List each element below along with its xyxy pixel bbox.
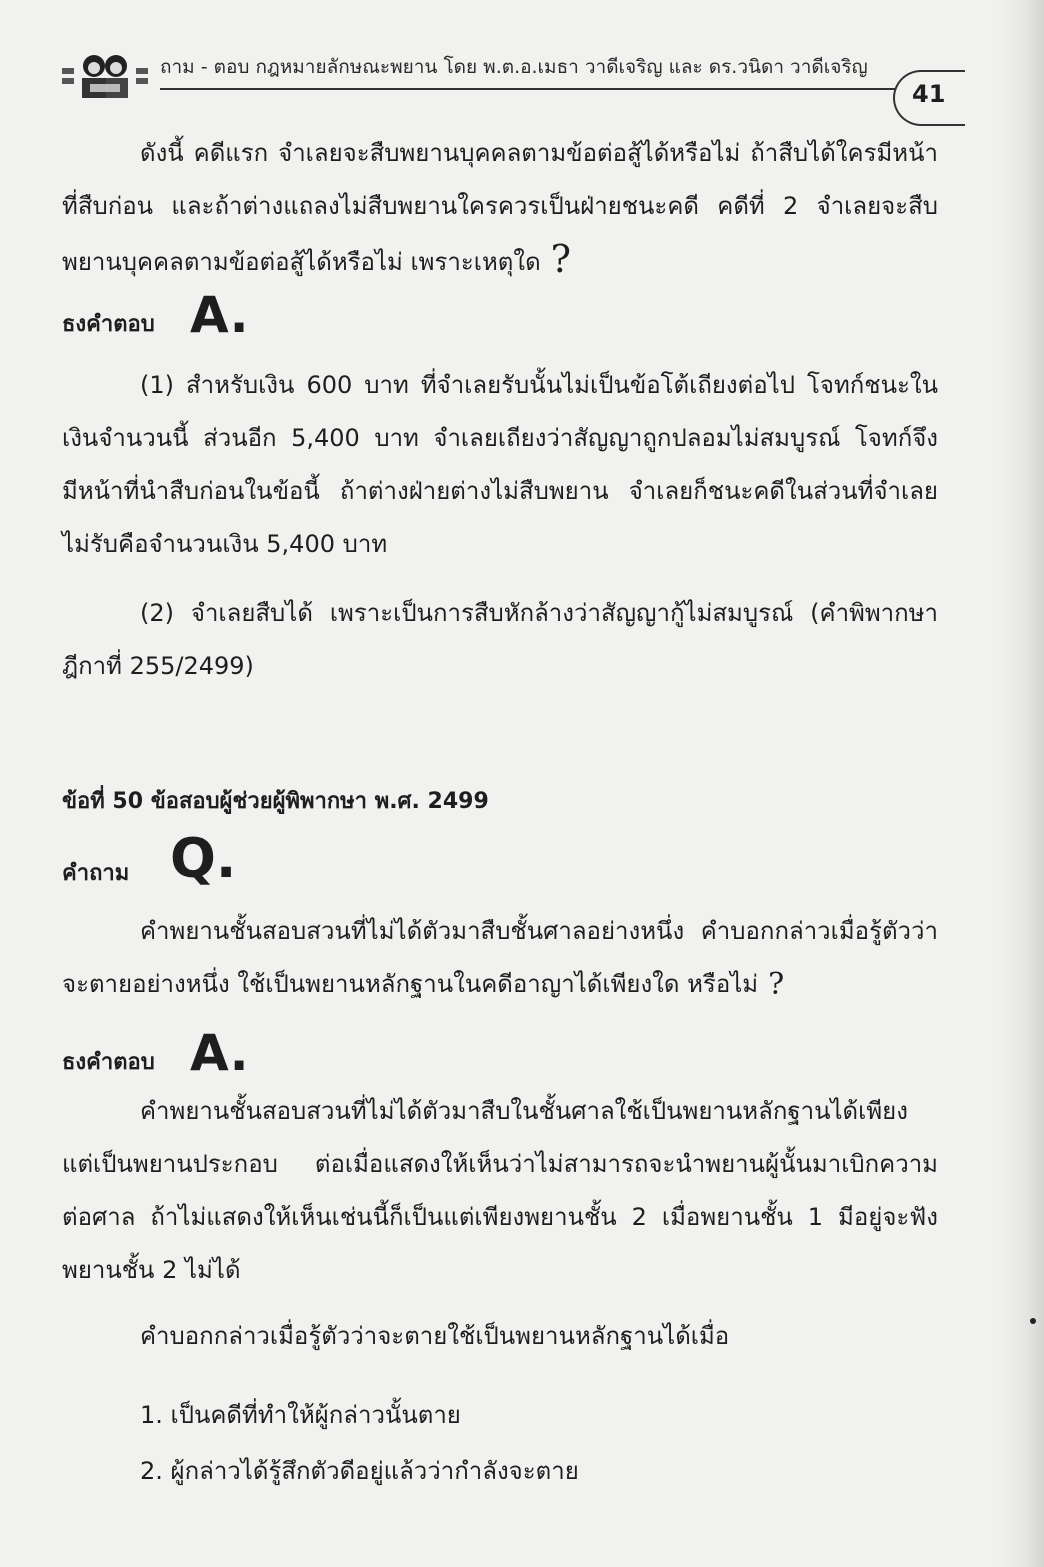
item-heading: ข้อที่ 50 ข้อสอบผู้ช่วยผู้พิพากษา พ.ศ. 2499 xyxy=(62,789,489,814)
answer-label: ธงคำตอบ xyxy=(62,1050,155,1075)
answer-paragraph-1: (1) สำหรับเงิน 600 บาท ที่จำเลยรับนั้นไม่เป็นข้อโต้เถียงต่อไป โจทก์ชนะในเงินจำนวนนี้ ส่วนอีก 5,400 บาท จำเลยเถียงว่าสัญญาถูกปลอมไม่สมบูรณ์ โจทก์จึงมีหน้าที่นำสืบก่อนในข้อนี้ ถ้าต่างฝ่ายต่างไม่สืบพยาน จำเลยก็ชนะคดีในส่วนที่จำเลยไม่รับคือจำนวนเงิน 5,400 บาท xyxy=(62,371,938,558)
list-item: 2. ผู้กล่าวได้รู้สึกตัวดีอยู่แล้วว่ากำลังจะตาย xyxy=(140,1457,579,1485)
answer-paragraph-2: (2) จำเลยสืบได้ เพราะเป็นการสืบหักล้างว่าสัญญากู้ไม่สมบูรณ์ (คำพิพากษาฎีกาที่ 255/2499) xyxy=(62,599,938,680)
answer-paragraph-1: คำพยานชั้นสอบสวนที่ไม่ได้ตัวมาสืบในชั้นศาลใช้เป็นพยานหลักฐานได้เพียงแต่เป็นพยานประกอบ ต่อเมื่อแสดงให้เห็นว่าไม่สามารถจะนำพยานผู้นั้นมาเบิกความต่อศาล ถ้าไม่แสดงให้เห็นเช่นนี้ก็เป็นแต่เพียงพยานชั้น 2 เมื่อพยานชั้น 1 มีอยู่จะฟังพยานชั้น 2 ไม่ได้ xyxy=(62,1097,938,1284)
cartoon-characters-logo-icon xyxy=(62,50,148,100)
continued-question-text: ดังนี้ คดีแรก จำเลยจะสืบพยานบุคคลตามข้อต่อสู้ได้หรือไม่ ถ้าสืบได้ใครมีหน้าที่สืบก่อน และถ้าต่างแถลงไม่สืบพยานใครควรเป็นฝ่ายชนะคดี คดีที่ 2 จำเลยจะสืบพยานบุคคลตามข้อต่อสู้ได้หรือไม่ เพราะเหตุใด xyxy=(62,139,938,276)
answer-letter: A. xyxy=(190,286,249,344)
list-item: 1. เป็นคดีที่ทำให้ผู้กล่าวนั้นตาย xyxy=(140,1401,461,1429)
answer-paragraph-2: คำบอกกล่าวเมื่อรู้ตัวว่าจะตายใช้เป็นพยานหลักฐานได้เมื่อ xyxy=(140,1322,730,1350)
page-number: 41 xyxy=(912,80,946,108)
question-text: คำพยานชั้นสอบสวนที่ไม่ได้ตัวมาสืบชั้นศาลอย่างหนึ่ง คำบอกกล่าวเมื่อรู้ตัวว่าจะตายอย่างหนึ่ง ใช้เป็นพยานหลักฐานในคดีอาญาได้เพียงใด หรือไม่ xyxy=(62,917,938,998)
question-paragraph xyxy=(62,905,938,1011)
ink-speck xyxy=(1030,1318,1036,1324)
question-label: คำถาม xyxy=(62,861,130,886)
question-letter: Q. xyxy=(170,827,237,890)
continued-question-paragraph xyxy=(62,127,938,289)
question-mark: ? xyxy=(768,967,785,1002)
header-rule xyxy=(160,88,895,90)
page-gutter-shadow xyxy=(998,0,1044,1567)
running-header-title: ถาม - ตอบ กฎหมายลักษณะพยาน โดย พ.ต.อ.เมธา วาดีเจริญ และ ดร.วนิดา วาดีเจริญ xyxy=(160,56,868,78)
question-mark: ? xyxy=(550,237,572,281)
answer-label: ธงคำตอบ xyxy=(62,312,155,337)
answer-letter: A. xyxy=(190,1024,249,1082)
